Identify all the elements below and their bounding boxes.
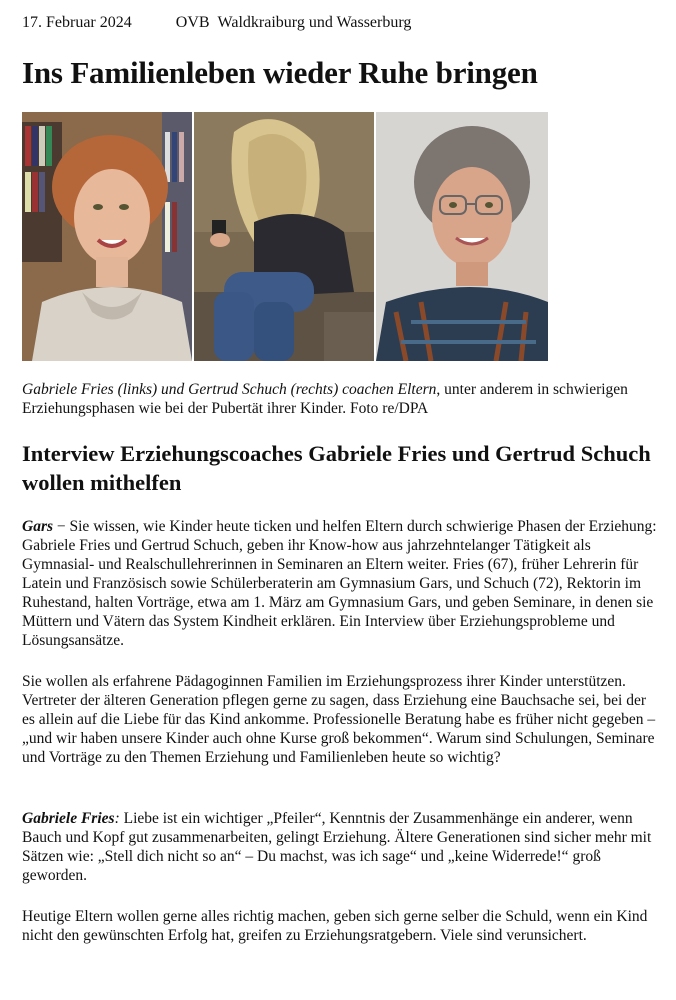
intro-text: − Sie wissen, wie Kinder heute ticken und helfen Eltern durch schwierige Phasen der Erziehung: Gabriele Fries und Gertrud Schuch, geben ihr Know-how aus jahrzehntelanger Tätigkeit als Gymnasial- und Realschullehrerinnen in Seminaren an Eltern weiter. Fries (67), früher Lehrerin für Latein und Französisch sowie Schülerberaterin am Gymnasium Gars, und Schuch (72), Rektorin im Ruhestand, halten Vorträge, etwa am 1. März am Gymnasium Gars, und geben Seminare, in denen sie Müttern und Vätern das System Kindheit erklären. Ein Interview über Erziehungsprobleme und Lösungsansätze. xyxy=(22,518,657,649)
photo-teenager-with-phone xyxy=(194,112,374,361)
paragraph-answer xyxy=(22,809,662,885)
photo-caption-text: , unter anderem in schwierigen Erziehungsphasen wie bei der Pubertät ihrer Kinder. Foto re/DPA xyxy=(22,381,628,417)
article-subtitle: Interview Erziehungscoaches Gabriele Fries und Gertrud Schuch wollen mithelfen xyxy=(22,441,651,495)
paragraph-intro xyxy=(22,517,662,650)
publication-region: Waldkraiburg und Wasserburg xyxy=(217,14,412,31)
paragraph-answer-continued: Heutige Eltern wollen gerne alles richtig machen, geben sich gerne selber die Schuld, wenn ein Kind nicht den gewünschten Erfolg hat, greifen zu Erziehungsratgebern. Viele sind verunsichert. xyxy=(22,908,648,944)
photo-strip xyxy=(22,112,548,361)
publication-date: 17. Februar 2024 xyxy=(22,14,132,31)
publication-name: OVB xyxy=(175,14,210,31)
photo-caption xyxy=(22,380,652,418)
speaker-colon: : xyxy=(114,810,120,827)
dateline: Gars xyxy=(22,518,54,535)
article-title: Ins Familienleben wieder Ruhe bringen xyxy=(22,55,538,90)
photo-gertrud-schuch xyxy=(376,112,548,361)
photo-caption-names: Gabriele Fries (links) und Gertrud Schuch (rechts) coachen Eltern xyxy=(22,381,437,398)
paragraph-question: Sie wollen als erfahrene Pädagoginnen Familien im Erziehungsprozess ihrer Kinder unterstützen. Vertreter der älteren Generation pflegen gerne zu sagen, dass Erziehung eine Bauchsache sei, bei der es allein auf die Liebe für das Kind ankomme. Professionelle Beratung habe es früher nicht gegeben – „und wir haben unsere Kinder auch ohne Kurse groß bekommen“. Warum sind Schulungen, Seminare und Vorträge zu den Themen Erziehung und Familienleben heute so wichtig? xyxy=(22,673,656,766)
photo-gabriele-fries xyxy=(22,112,192,361)
speaker-name: Gabriele Fries xyxy=(22,810,115,827)
article-header xyxy=(22,14,411,32)
answer-text: Liebe ist ein wichtiger „Pfeiler“, Kenntnis der Zusammenhänge ein anderer, wenn Bauch und Kopf gut zusammenarbeiten, gelingt Erziehung. Ältere Generationen sind sicher mehr mit Sätzen wie: „Stell dich nicht so an“ – Du machst, was ich sage“ und „keine Widerrede!“ groß geworden. xyxy=(22,810,652,884)
